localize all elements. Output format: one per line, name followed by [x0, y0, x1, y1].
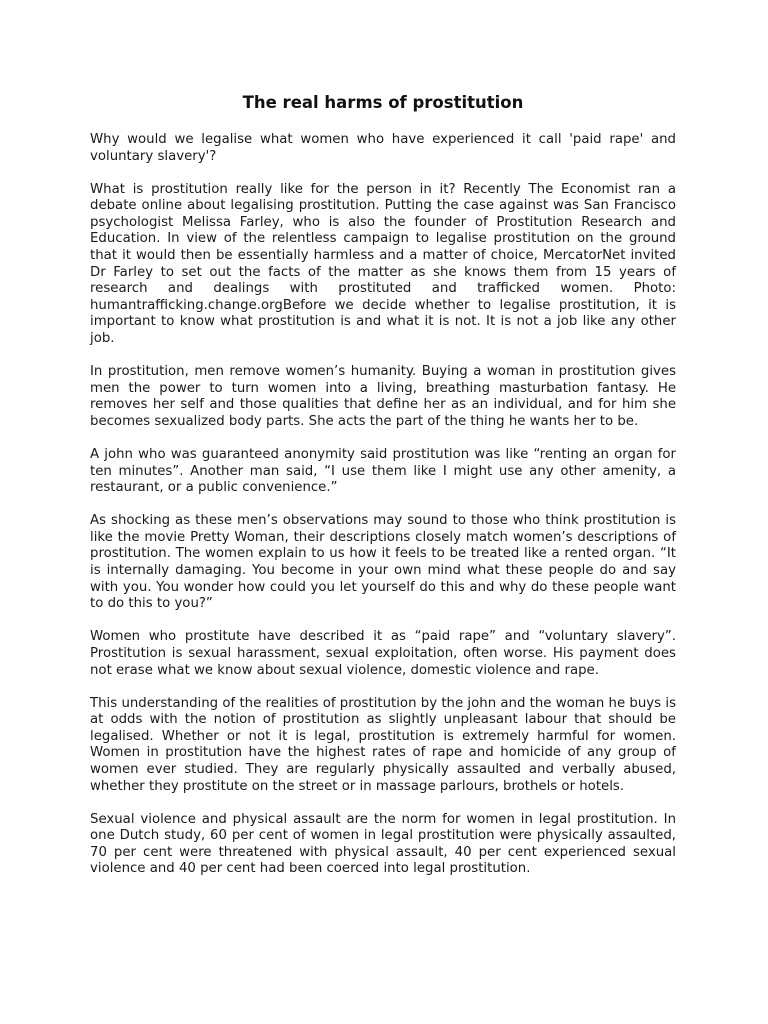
paragraph-8: Sexual violence and physical assault are the norm for women in legal prostitution. In one Dutch study, 60 per cent of women in legal prostitution were physically assaulted, 70 per cent were threatened with physical assault, 40 per cent experienced sexual violence and 40 per cent had been coerced into legal prostitution.	[90, 811, 676, 877]
paragraph-1: Why would we legalise what women who have experienced it call 'paid rape' and voluntary slavery'?	[90, 132, 676, 164]
paragraph-6: Women who prostitute have described it as “paid rape” and “voluntary slavery”. Prostitution is sexual harassment, sexual exploitation, often worse. His payment does not erase what we know about sexual violence, domestic violence and rape.	[90, 629, 676, 678]
paragraph-4: A john who was guaranteed anonymity said prostitution was like “renting an organ for ten minutes”. Another man said, “I use them like I might use any other amenity, a restaurant, or a public convenience.”	[90, 447, 676, 496]
document-title: The real harms of prostitution	[242, 93, 524, 112]
paragraph-5: As shocking as these men’s observations may sound to those who think prostitution is like the movie Pretty Woman, their descriptions closely match women’s descriptions of prostitution. The women explain to us how it feels to be treated like a rented organ. “It is internally damaging. You become in your own mind what these people do and say with you. You wonder how could you let yourself do this and why do these people want to do this to you?”	[90, 513, 676, 612]
paragraph-7: This understanding of the realities of prostitution by the john and the woman he buys is at odds with the notion of prostitution as slightly unpleasant labour that should be legalised. Whether or not it is legal, prostitution is extremely harmful for women. Women in prostitution have the highest rates of rape and homicide of any group of women ever studied. They are regularly physically assaulted and verbally abused, whether they prostitute on the street or in massage parlours, brothels or hotels.	[90, 695, 676, 794]
document-page	[90, 92, 676, 895]
paragraph-2: What is prostitution really like for the person in it? Recently The Economist ran a debate online about legalising prostitution. Putting the case against was San Francisco psychologist Melissa Farley, who is also the founder of Prostitution Research and Education. In view of the relentless campaign to legalise prostitution on the ground that it would then be essentially harmless and a matter of choice, MercatorNet invited Dr Farley to set out the facts of the matter as she knows them from 15 years of research and dealings with prostituted and trafficked women. Photo: humantrafficking.change.orgBefore we decide whether to legalise prostitution, it is important to know what prostitution is and what it is not. It is not a job like any other job.	[90, 181, 676, 347]
paragraph-3: In prostitution, men remove women’s humanity. Buying a woman in prostitution gives men the power to turn women into a living, breathing masturbation fantasy. He removes her self and those qualities that define her as an individual, and for him she becomes sexualized body parts. She acts the part of the thing he wants her to be.	[90, 364, 676, 429]
